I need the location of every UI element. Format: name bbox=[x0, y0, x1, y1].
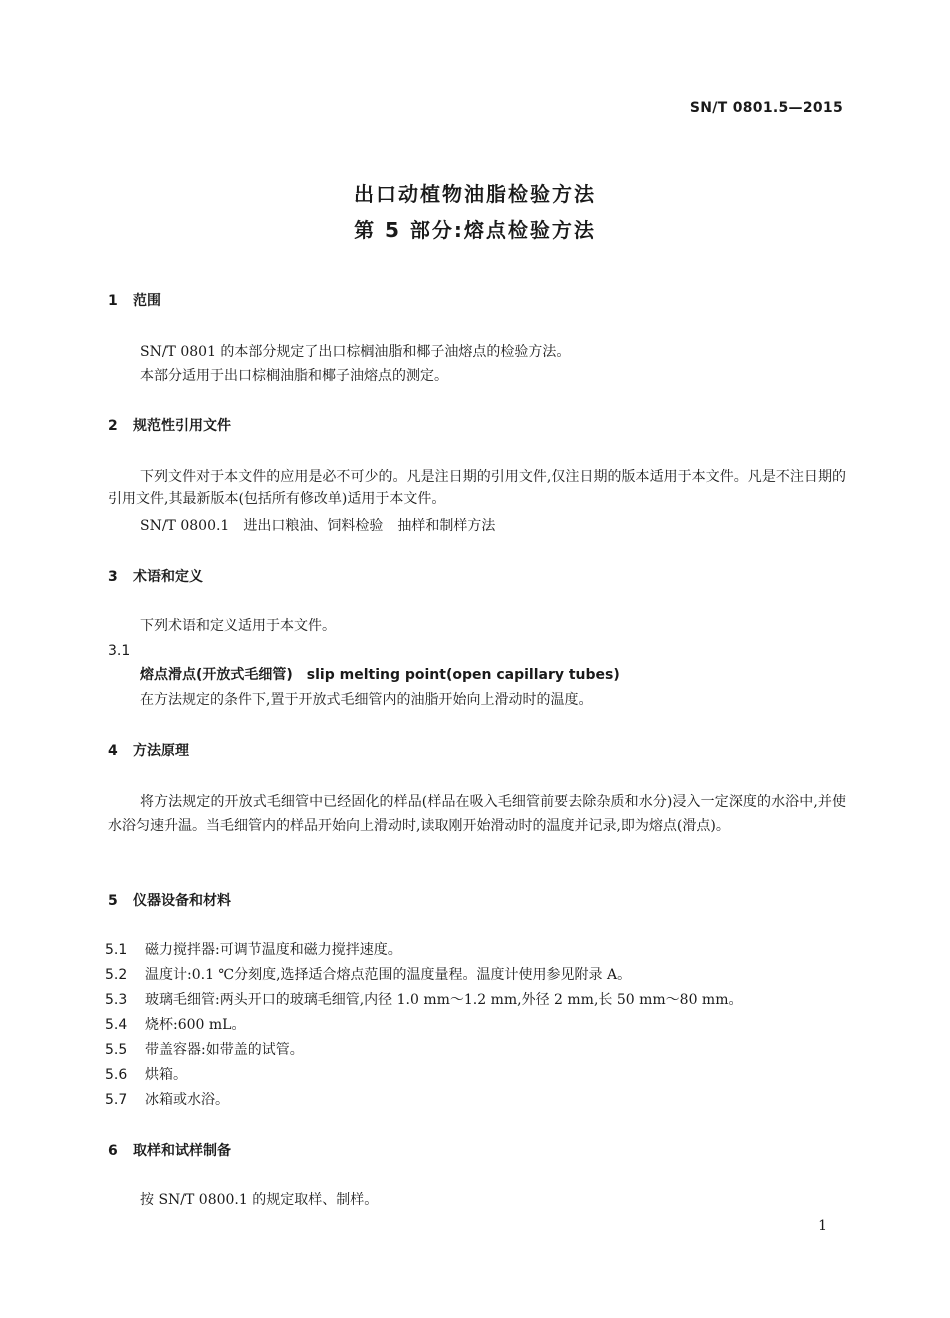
paragraph: 下列文件对于本文件的应用是必不可少的。凡是注日期的引用文件,仅注日期的版本适用于本文件。凡是不注日期的引用文件,其最新版本(包括所有修改单)适用于本文件。 bbox=[108, 469, 846, 507]
item-number: 5.2 bbox=[105, 967, 128, 983]
list-item bbox=[105, 989, 743, 1011]
section-title: 仪器设备和材料 bbox=[133, 893, 231, 909]
document-title: 出口动植物油脂检验方法 bbox=[354, 182, 596, 206]
item-text: 磁力搅拌器:可调节温度和磁力搅拌速度。 bbox=[145, 942, 402, 958]
list-item bbox=[105, 1039, 304, 1061]
section-number: 3 bbox=[108, 569, 118, 585]
section-title: 取样和试样制备 bbox=[133, 1143, 231, 1159]
paragraph: 下列术语和定义适用于本文件。 bbox=[140, 618, 336, 634]
section-number: 5 bbox=[108, 893, 118, 909]
term-definition: 在方法规定的条件下,置于开放式毛细管内的油脂开始向上滑动时的温度。 bbox=[140, 692, 593, 708]
item-number: 5.6 bbox=[105, 1067, 128, 1083]
list-item bbox=[105, 1064, 187, 1086]
normative-reference: SN/T 0800.1 进出口粮油、饲料检验 抽样和制样方法 bbox=[140, 518, 496, 534]
list-item bbox=[105, 1014, 245, 1036]
section-5-heading bbox=[108, 890, 231, 910]
item-number: 5.5 bbox=[105, 1042, 128, 1058]
section-title: 方法原理 bbox=[133, 743, 189, 759]
standard-code: SN/T 0801.5—2015 bbox=[689, 100, 843, 116]
section-3-heading bbox=[108, 566, 203, 586]
list-item bbox=[105, 1089, 229, 1111]
item-number: 5.7 bbox=[105, 1092, 128, 1108]
item-text: 烧杯:600 mL。 bbox=[145, 1017, 246, 1033]
section-1-heading bbox=[108, 290, 161, 310]
section-4-heading bbox=[108, 740, 189, 760]
item-number: 5.4 bbox=[105, 1017, 128, 1033]
section-title: 范围 bbox=[133, 293, 161, 309]
section-title: 规范性引用文件 bbox=[133, 418, 231, 434]
item-number: 5.3 bbox=[105, 992, 128, 1008]
document-subtitle: 第 5 部分:熔点检验方法 bbox=[354, 218, 596, 242]
section-6-heading bbox=[108, 1140, 231, 1160]
list-item bbox=[105, 964, 631, 986]
clause-number: 3.1 bbox=[108, 643, 131, 659]
section-2-heading bbox=[108, 415, 231, 435]
paragraph: 本部分适用于出口棕榈油脂和椰子油熔点的测定。 bbox=[140, 368, 448, 384]
section-number: 6 bbox=[108, 1143, 118, 1159]
list-item bbox=[105, 939, 402, 961]
section-number: 4 bbox=[108, 743, 118, 759]
page-number: 1 bbox=[818, 1218, 827, 1234]
item-text: 冰箱或水浴。 bbox=[145, 1092, 229, 1108]
item-text: 温度计:0.1 ℃分刻度,选择适合熔点范围的温度量程。温度计使用参见附录 A。 bbox=[145, 967, 632, 983]
section-number: 2 bbox=[108, 418, 118, 434]
term-entry: 熔点滑点(开放式毛细管) slip melting point(open capillary tubes) bbox=[140, 667, 620, 683]
paragraph: SN/T 0801 的本部分规定了出口棕榈油脂和椰子油熔点的检验方法。 bbox=[140, 344, 571, 360]
item-number: 5.1 bbox=[105, 942, 128, 958]
paragraph: 按 SN/T 0800.1 的规定取样、制样。 bbox=[140, 1192, 379, 1208]
section-number: 1 bbox=[108, 293, 118, 309]
item-text: 带盖容器:如带盖的试管。 bbox=[145, 1042, 304, 1058]
paragraph: 将方法规定的开放式毛细管中已经固化的样品(样品在吸入毛细管前要去除杂质和水分)浸入一定深度的水浴中,并使水浴匀速升温。当毛细管内的样品开始向上滑动时,读取刚开始滑动时的温度并记录,即为熔点(滑点)。 bbox=[108, 794, 846, 834]
item-text: 玻璃毛细管:两头开口的玻璃毛细管,内径 1.0 mm～1.2 mm,外径 2 mm,长 50 mm～80 mm。 bbox=[145, 992, 743, 1008]
item-text: 烘箱。 bbox=[145, 1067, 187, 1083]
section-title: 术语和定义 bbox=[133, 569, 203, 585]
